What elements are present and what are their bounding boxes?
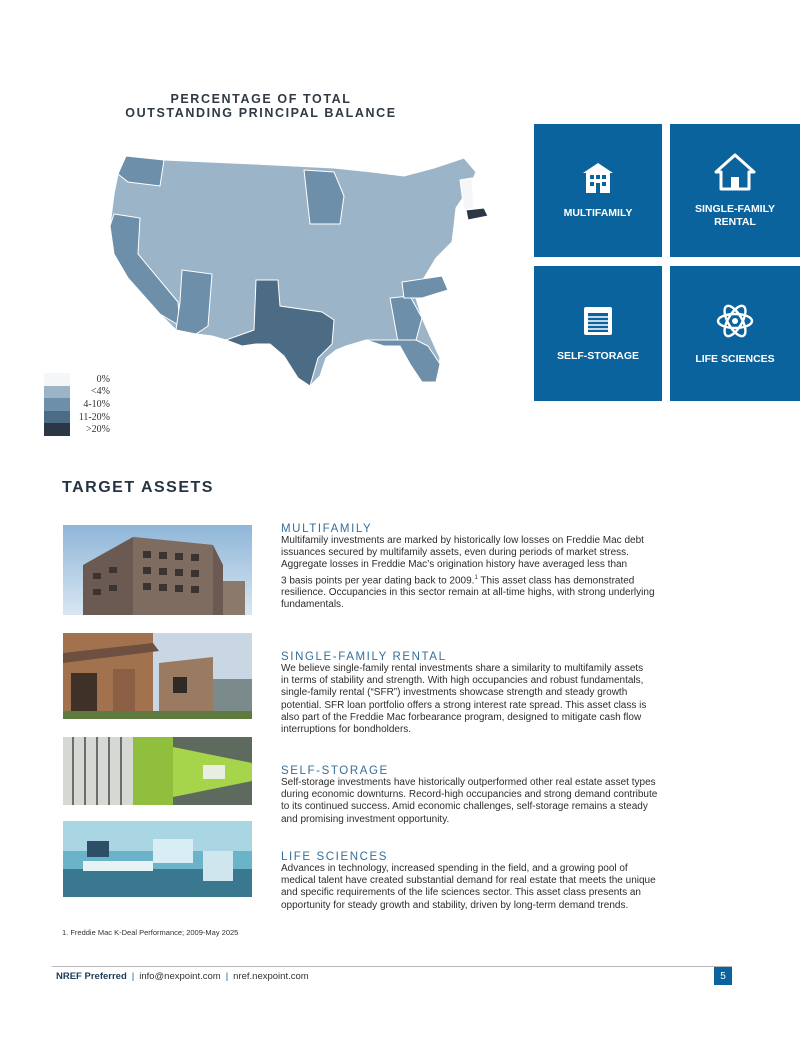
footer-separator: | <box>131 971 135 982</box>
asset-title: SINGLE-FAMILY RENTAL <box>281 651 447 663</box>
footnote: 1. Freddie Mac K-Deal Performance; 2009-May 2025 <box>62 928 239 937</box>
asset-line: potential. SFR loan portfolio offers a strong interest rate spread. This asset class is <box>281 699 647 711</box>
tile-label-line1: SINGLE-FAMILY <box>694 202 776 215</box>
footer-email-link[interactable]: info@nexpoint.com <box>139 971 221 982</box>
map-title-line2: OUTSTANDING PRINCIPAL BALANCE <box>125 106 397 120</box>
asset-single-family-rental <box>281 651 701 736</box>
legend-item <box>44 386 110 399</box>
asset-title: SELF-STORAGE <box>281 765 389 777</box>
footer-website-link[interactable]: nref.nexpoint.com <box>233 971 309 982</box>
legend-item <box>44 398 110 411</box>
page-number: 5 <box>714 967 732 985</box>
footer-divider <box>52 966 732 967</box>
multifamily-photo <box>63 525 252 615</box>
asset-line: issuances secured by multifamily assets, even during periods of market stress. <box>281 547 629 559</box>
us-map-state-vt <box>460 178 474 210</box>
asset-line: during economic downturns. Record-high occupancies and strong demand contribute <box>281 789 658 801</box>
storage-unit-icon <box>581 304 615 338</box>
asset-line: and promising investment opportunity. <box>281 813 450 825</box>
asset-line: medical talent have created substantial demand for real estate that meets the unique <box>281 875 656 887</box>
asset-line-text: 3 basis points per year dating back to 2009. <box>281 574 475 586</box>
asset-line: and specific requirements of the life sciences sector. This asset class presents an <box>281 887 641 899</box>
tile-label-line1: MULTIFAMILY <box>563 207 633 219</box>
asset-line: Advances in technology, increased spending in the field, and a growing pool of <box>281 863 628 874</box>
asset-line: also part of the Freddie Mac forbearance program, designed to mitigate cash flow <box>281 711 642 723</box>
legend-swatch <box>44 398 70 411</box>
us-choropleth-map <box>104 150 504 390</box>
asset-line: single-family rental (“SFR”) investments showcase strength and steady growth <box>281 687 628 699</box>
footer-separator: | <box>225 971 229 982</box>
legend-swatch <box>44 411 70 424</box>
section-title: TARGET ASSETS <box>62 479 214 496</box>
tile-label-line2: RENTAL <box>714 215 756 228</box>
asset-self-storage <box>281 765 701 826</box>
tile-label-line1: SELF-STORAGE <box>556 350 640 362</box>
tile-label <box>695 203 775 229</box>
asset-line: Self-storage investments have historically outperformed other real estate asset types <box>281 777 656 788</box>
asset-title: LIFE SCIENCES <box>281 851 389 863</box>
page-footer <box>56 971 309 982</box>
asset-line: opportunity for steady growth and stability, driven by long-term demand trends. <box>281 899 629 911</box>
legend-swatch <box>44 386 70 399</box>
legend-label: <4% <box>91 386 110 398</box>
tile-self-storage <box>534 266 662 401</box>
asset-line: Aggregate losses in Freddie Mac’s origination history have averaged less than <box>281 559 628 571</box>
tile-label <box>695 353 774 366</box>
asset-line: in terms of stability and strength. With high occupancies and robust fundamentals, <box>281 675 644 687</box>
legend-swatch <box>44 423 70 436</box>
map-title <box>88 92 434 120</box>
asset-line: fundamentals. <box>281 599 344 611</box>
atom-icon <box>715 301 755 341</box>
legend-item <box>44 373 110 386</box>
legend-label: 0% <box>96 373 110 385</box>
asset-line: interruptions for bondholders. <box>281 724 412 736</box>
asset-multifamily <box>281 523 701 612</box>
tile-label-line1: LIFE SCIENCES <box>695 353 775 365</box>
asset-body <box>281 863 701 912</box>
legend-label: 11-20% <box>78 411 110 423</box>
legend-item <box>44 423 110 436</box>
tile-life-sciences <box>670 266 800 401</box>
self-storage-photo <box>63 737 252 805</box>
tile-label <box>557 350 639 363</box>
single-family-rental-photo <box>63 633 252 719</box>
tile-multifamily <box>534 124 662 257</box>
us-map-state-ma <box>466 208 488 220</box>
map-title-line1: PERCENTAGE OF TOTAL <box>170 92 352 106</box>
house-icon <box>714 153 756 191</box>
map-legend <box>44 373 110 436</box>
life-sciences-photo <box>63 821 252 897</box>
footer-brand: NREF Preferred <box>56 971 127 982</box>
asset-line: resilience. Occupancies in this sector remain at all-time highs, with strong underlying <box>281 587 655 599</box>
legend-item <box>44 411 110 424</box>
apartment-building-icon <box>581 161 615 195</box>
asset-title: MULTIFAMILY <box>281 523 373 535</box>
us-map-state-az <box>176 270 212 334</box>
asset-life-sciences <box>281 851 701 912</box>
asset-line: Multifamily investments are marked by historically low losses on Freddie Mac debt <box>281 535 644 546</box>
tile-single-family-rental <box>670 124 800 257</box>
asset-body <box>281 663 701 736</box>
asset-body <box>281 777 701 826</box>
asset-body <box>281 535 701 612</box>
asset-line: to its continued success. Amid economic challenges, self-storage remains a steady <box>281 801 648 813</box>
legend-swatch <box>44 373 70 386</box>
asset-line <box>281 572 701 588</box>
tile-label <box>564 207 633 220</box>
asset-line-text: This asset class has demonstrated <box>477 574 635 586</box>
asset-line: We believe single-family rental investments share a similarity to multifamily assets <box>281 663 644 674</box>
footnote-marker: 1 <box>474 574 478 581</box>
legend-label: >20% <box>86 424 110 436</box>
legend-label: 4-10% <box>83 398 110 410</box>
